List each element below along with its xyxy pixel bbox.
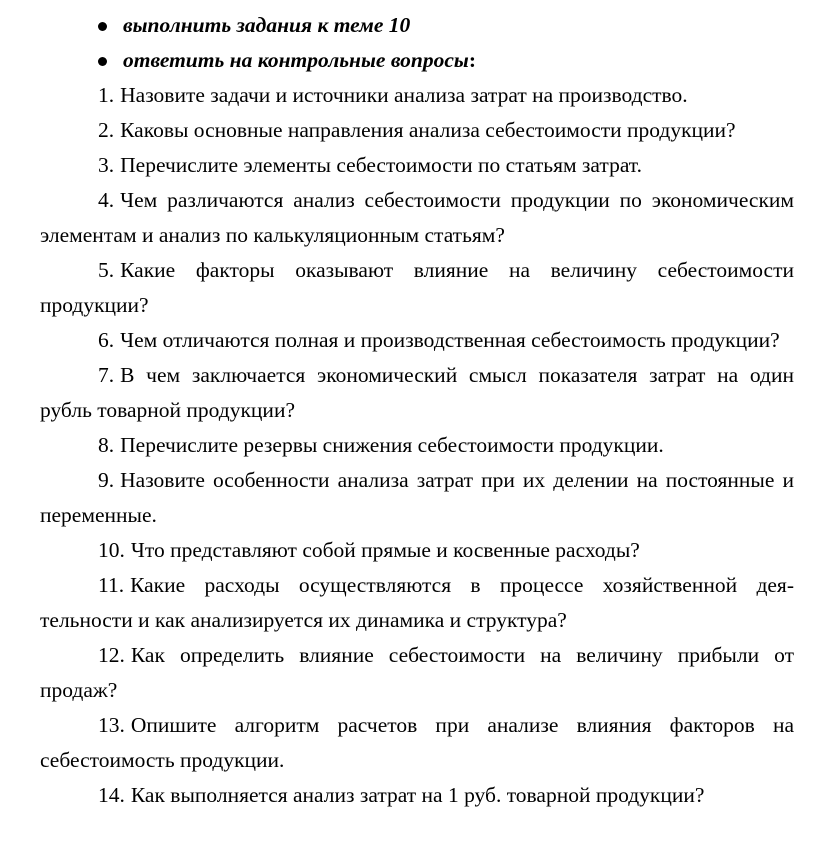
question-number: 7. <box>98 363 115 387</box>
question-number: 9. <box>98 468 115 492</box>
question-number: 5. <box>98 258 115 282</box>
question-number: 6. <box>98 328 115 352</box>
question-text: Назовите задачи и источники анализа затрат на производство. <box>120 83 688 107</box>
question-item <box>40 113 794 148</box>
question-text: Опишите алгоритм расчетов при анализе влияния факторов на себестоимость продукции. <box>40 713 794 772</box>
question-item <box>40 148 794 183</box>
question-item <box>40 78 794 113</box>
task-item <box>40 43 794 78</box>
question-number: 12. <box>98 643 125 667</box>
question-text: Какие факторы оказывают влияние на величину себестоимости продукции? <box>40 258 794 317</box>
document-page <box>40 8 794 813</box>
question-number: 14. <box>98 783 125 807</box>
question-item <box>40 358 794 428</box>
question-item <box>40 568 794 638</box>
question-number: 2. <box>98 118 115 142</box>
question-number: 11. <box>98 573 125 597</box>
question-item <box>40 183 794 253</box>
question-number: 13. <box>98 713 125 737</box>
question-text: Каковы основные направления анализа себестоимости продукции? <box>120 118 736 142</box>
question-item <box>40 778 794 813</box>
task-list <box>40 8 794 78</box>
task-text: ответить на контрольные вопросы <box>123 48 469 72</box>
question-text: Какие расходы осуществляются в процессе хозяйственной деятельности и как анализируется их динамика и структура? <box>40 573 794 632</box>
question-text: Перечислите элементы себестоимости по статьям затрат. <box>120 153 642 177</box>
question-number: 4. <box>98 188 115 212</box>
question-item <box>40 323 794 358</box>
question-text: Как выполняется анализ затрат на 1 руб. товарной продукции? <box>130 783 705 807</box>
question-item <box>40 708 794 778</box>
task-suffix: : <box>468 48 476 72</box>
question-number: 10. <box>98 538 125 562</box>
question-text: Как определить влияние себестоимости на величину прибыли от продаж? <box>40 643 794 702</box>
question-text: Перечислите резервы снижения себестоимости продукции. <box>120 433 664 457</box>
question-text: Назовите особенности анализа затрат при их делении на постоянные и переменные. <box>40 468 794 527</box>
question-number: 1. <box>98 83 115 107</box>
question-item <box>40 533 794 568</box>
question-item <box>40 253 794 323</box>
question-item <box>40 463 794 533</box>
bullet-icon <box>98 22 107 31</box>
task-text: выполнить задания к теме 10 <box>123 13 411 37</box>
question-item <box>40 428 794 463</box>
question-text: Чем различаются анализ себестоимости продукции по экономическим элементам и анализ по калькуляционным статьям? <box>40 188 794 247</box>
question-text: Что представляют собой прямые и косвенные расходы? <box>130 538 640 562</box>
task-item <box>40 8 794 43</box>
question-text: В чем заключается экономический смысл показателя затрат на один рубль товарной продукции? <box>40 363 794 422</box>
question-text: Чем отличаются полная и производственная себестоимость продукции? <box>120 328 780 352</box>
question-number: 3. <box>98 153 115 177</box>
bullet-icon <box>98 57 107 66</box>
question-item <box>40 638 794 708</box>
control-questions-list <box>40 78 794 813</box>
question-number: 8. <box>98 433 115 457</box>
